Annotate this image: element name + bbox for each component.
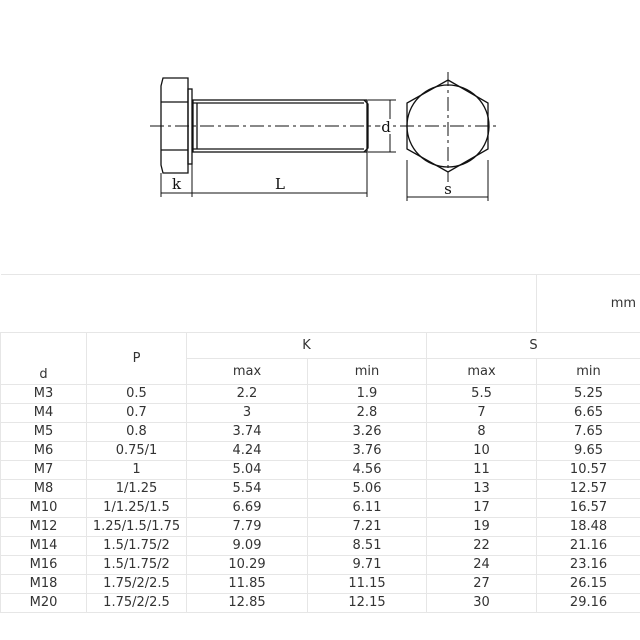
cell-k-min: 3.26 xyxy=(308,423,427,442)
table-row xyxy=(1,480,640,499)
cell-s-min: 21.16 xyxy=(537,537,640,556)
cell-s-min: 6.65 xyxy=(537,404,640,423)
cell-s-min: 26.15 xyxy=(537,575,640,594)
table-row xyxy=(1,575,640,594)
label-k: k xyxy=(172,175,182,193)
cell-s-max: 27 xyxy=(427,575,537,594)
header-s-min: min xyxy=(537,359,640,385)
cell-s-min: 5.25 xyxy=(537,385,640,404)
table-row xyxy=(1,594,640,613)
cell-s-min: 23.16 xyxy=(537,556,640,575)
cell-k-min: 6.11 xyxy=(308,499,427,518)
table-row xyxy=(1,461,640,480)
unit-label: mm xyxy=(537,275,640,333)
cell-k-max: 11.85 xyxy=(187,575,308,594)
cell-s-max: 13 xyxy=(427,480,537,499)
cell-p: 1.5/1.75/2 xyxy=(87,556,187,575)
cell-k-min: 4.56 xyxy=(308,461,427,480)
table-row xyxy=(1,556,640,575)
cell-d: M6 xyxy=(1,442,87,461)
dimension-lines xyxy=(161,100,488,201)
cell-p: 1/1.25 xyxy=(87,480,187,499)
cell-d: M4 xyxy=(1,404,87,423)
cell-k-max: 10.29 xyxy=(187,556,308,575)
cell-k-max: 4.24 xyxy=(187,442,308,461)
table-row xyxy=(1,423,640,442)
cell-s-max: 11 xyxy=(427,461,537,480)
cell-d: M14 xyxy=(1,537,87,556)
cell-d: M16 xyxy=(1,556,87,575)
table-row xyxy=(1,442,640,461)
cell-k-min: 2.8 xyxy=(308,404,427,423)
cell-p: 1.25/1.5/1.75 xyxy=(87,518,187,537)
cell-p: 1.75/2/2.5 xyxy=(87,575,187,594)
table-row xyxy=(1,518,640,537)
cell-p: 0.7 xyxy=(87,404,187,423)
cell-s-min: 9.65 xyxy=(537,442,640,461)
cell-d: M18 xyxy=(1,575,87,594)
cell-k-max: 3 xyxy=(187,404,308,423)
cell-k-min: 1.9 xyxy=(308,385,427,404)
cell-s-min: 12.57 xyxy=(537,480,640,499)
cell-s-max: 19 xyxy=(427,518,537,537)
centerline xyxy=(150,72,500,182)
header-k-max: max xyxy=(187,359,308,385)
cell-p: 0.8 xyxy=(87,423,187,442)
cell-d: M5 xyxy=(1,423,87,442)
cell-k-min: 9.71 xyxy=(308,556,427,575)
header-k-min: min xyxy=(308,359,427,385)
cell-k-max: 12.85 xyxy=(187,594,308,613)
cell-s-max: 17 xyxy=(427,499,537,518)
table-row xyxy=(1,385,640,404)
cell-s-min: 7.65 xyxy=(537,423,640,442)
cell-s-max: 7 xyxy=(427,404,537,423)
header-d: d xyxy=(1,333,87,385)
cell-d: M10 xyxy=(1,499,87,518)
cell-k-max: 3.74 xyxy=(187,423,308,442)
cell-s-max: 30 xyxy=(427,594,537,613)
table-row xyxy=(1,499,640,518)
cell-p: 1/1.25/1.5 xyxy=(87,499,187,518)
cell-p: 1.5/1.75/2 xyxy=(87,537,187,556)
cell-p: 1.75/2/2.5 xyxy=(87,594,187,613)
bolt-dimensions-table xyxy=(0,274,640,613)
cell-s-min: 10.57 xyxy=(537,461,640,480)
cell-d: M20 xyxy=(1,594,87,613)
cell-d: M7 xyxy=(1,461,87,480)
cell-k-max: 5.54 xyxy=(187,480,308,499)
cell-s-max: 24 xyxy=(427,556,537,575)
cell-k-min: 7.21 xyxy=(308,518,427,537)
cell-k-min: 8.51 xyxy=(308,537,427,556)
cell-k-min: 11.15 xyxy=(308,575,427,594)
cell-p: 1 xyxy=(87,461,187,480)
cell-p: 0.75/1 xyxy=(87,442,187,461)
table-row xyxy=(1,537,640,556)
cell-d: M3 xyxy=(1,385,87,404)
header-s: S xyxy=(427,333,640,359)
header-p: P xyxy=(87,333,187,385)
cell-k-max: 6.69 xyxy=(187,499,308,518)
cell-k-max: 7.79 xyxy=(187,518,308,537)
cell-s-max: 5.5 xyxy=(427,385,537,404)
header-k: K xyxy=(187,333,427,359)
cell-s-min: 18.48 xyxy=(537,518,640,537)
table-row xyxy=(1,404,640,423)
cell-k-min: 5.06 xyxy=(308,480,427,499)
cell-k-max: 5.04 xyxy=(187,461,308,480)
cell-s-max: 8 xyxy=(427,423,537,442)
cell-s-max: 22 xyxy=(427,537,537,556)
cell-k-max: 2.2 xyxy=(187,385,308,404)
header-s-max: max xyxy=(427,359,537,385)
cell-s-min: 16.57 xyxy=(537,499,640,518)
cell-s-max: 10 xyxy=(427,442,537,461)
cell-p: 0.5 xyxy=(87,385,187,404)
cell-k-max: 9.09 xyxy=(187,537,308,556)
cell-k-min: 12.15 xyxy=(308,594,427,613)
cell-s-min: 29.16 xyxy=(537,594,640,613)
cell-d: M12 xyxy=(1,518,87,537)
label-s: s xyxy=(444,180,452,198)
label-L: L xyxy=(275,175,285,193)
label-d: d xyxy=(381,118,391,136)
cell-d: M8 xyxy=(1,480,87,499)
bolt-drawing xyxy=(0,0,640,270)
cell-k-min: 3.76 xyxy=(308,442,427,461)
